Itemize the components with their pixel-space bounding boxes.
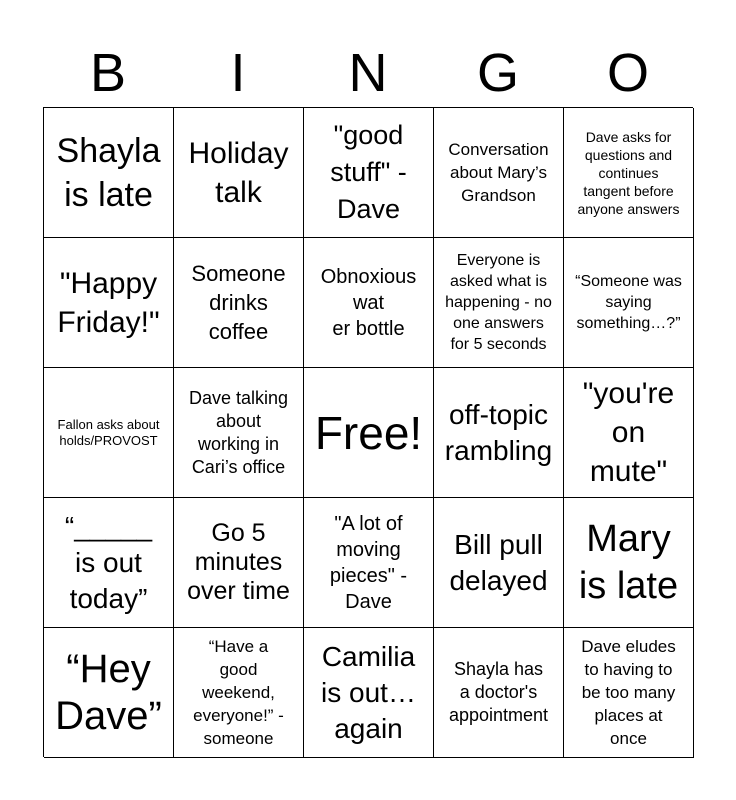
bingo-cell[interactable] xyxy=(434,238,564,368)
bingo-cell[interactable] xyxy=(44,498,174,628)
bingo-cell[interactable] xyxy=(304,238,434,368)
bingo-cell[interactable] xyxy=(434,368,564,498)
bingo-cell[interactable] xyxy=(564,238,694,368)
bingo-cell[interactable] xyxy=(434,628,564,758)
cell-text: "you're on mute" xyxy=(582,377,675,488)
cell-text: Everyone is asked what is happening - no one answers for 5 seconds xyxy=(445,252,552,353)
bingo-cell[interactable] xyxy=(44,108,174,238)
cell-text: off-topic rambling xyxy=(444,398,553,466)
bingo-cell[interactable] xyxy=(174,238,304,368)
cell-text: Holiday talk xyxy=(188,136,289,209)
cell-text: Bill pull delayed xyxy=(449,528,548,596)
cell-text: Obnoxious wat er bottle xyxy=(320,265,417,340)
bingo-cell[interactable] xyxy=(564,628,694,758)
bingo-header xyxy=(43,40,693,106)
header-letter-b: B xyxy=(89,43,127,103)
free-space-cell[interactable] xyxy=(304,368,434,498)
bingo-cell[interactable] xyxy=(44,368,174,498)
bingo-cell[interactable] xyxy=(304,108,434,238)
cell-text: Mary is late xyxy=(578,517,679,607)
bingo-cell[interactable] xyxy=(174,108,304,238)
bingo-cell[interactable] xyxy=(564,498,694,628)
cell-text: Fallon asks about holds/PROVOST xyxy=(57,416,160,448)
cell-text: Shayla has a doctor's appointment xyxy=(448,659,549,725)
header-letter-n: N xyxy=(348,43,388,103)
cell-text: “_____ is out today” xyxy=(64,510,153,614)
cell-text: "Happy Friday!" xyxy=(57,266,160,339)
cell-text: “Someone was saying something…?” xyxy=(575,273,682,332)
bingo-cell[interactable] xyxy=(44,628,174,758)
bingo-cell[interactable] xyxy=(174,368,304,498)
cell-text: "good stuff" - Dave xyxy=(330,120,407,224)
cell-text: “Hey Dave” xyxy=(55,646,162,738)
bingo-cell[interactable] xyxy=(304,498,434,628)
cell-text: Conversation about Mary’s Grandson xyxy=(448,140,549,205)
bingo-cell[interactable] xyxy=(174,628,304,758)
bingo-cell[interactable] xyxy=(174,498,304,628)
header-letter-g: G xyxy=(476,43,519,103)
cell-text: Shayla is late xyxy=(56,131,161,214)
free-space-text: Free! xyxy=(314,406,423,459)
cell-text: Dave asks for questions and continues tangent before anyone answers xyxy=(577,128,680,217)
cell-text: Dave talking about working in Cari’s office xyxy=(188,387,289,477)
bingo-cell[interactable] xyxy=(564,108,694,238)
bingo-cell[interactable] xyxy=(434,108,564,238)
bingo-card-grid xyxy=(43,107,693,757)
cell-text: “Have a good weekend, everyone!” - someone xyxy=(193,637,284,748)
bingo-cell[interactable] xyxy=(434,498,564,628)
cell-text: Camilia is out… again xyxy=(321,640,416,744)
cell-text: Go 5 minutes over time xyxy=(187,519,290,605)
header-letter-o: O xyxy=(606,43,649,103)
cell-text: "A lot of moving pieces" - Dave xyxy=(329,512,408,613)
header-letter-i: I xyxy=(230,43,246,103)
bingo-cell[interactable] xyxy=(304,628,434,758)
cell-text: Someone drinks coffee xyxy=(191,261,286,344)
cell-text: Dave eludes to having to be too many places at once xyxy=(581,637,676,748)
bingo-cell[interactable] xyxy=(564,368,694,498)
bingo-cell[interactable] xyxy=(44,238,174,368)
